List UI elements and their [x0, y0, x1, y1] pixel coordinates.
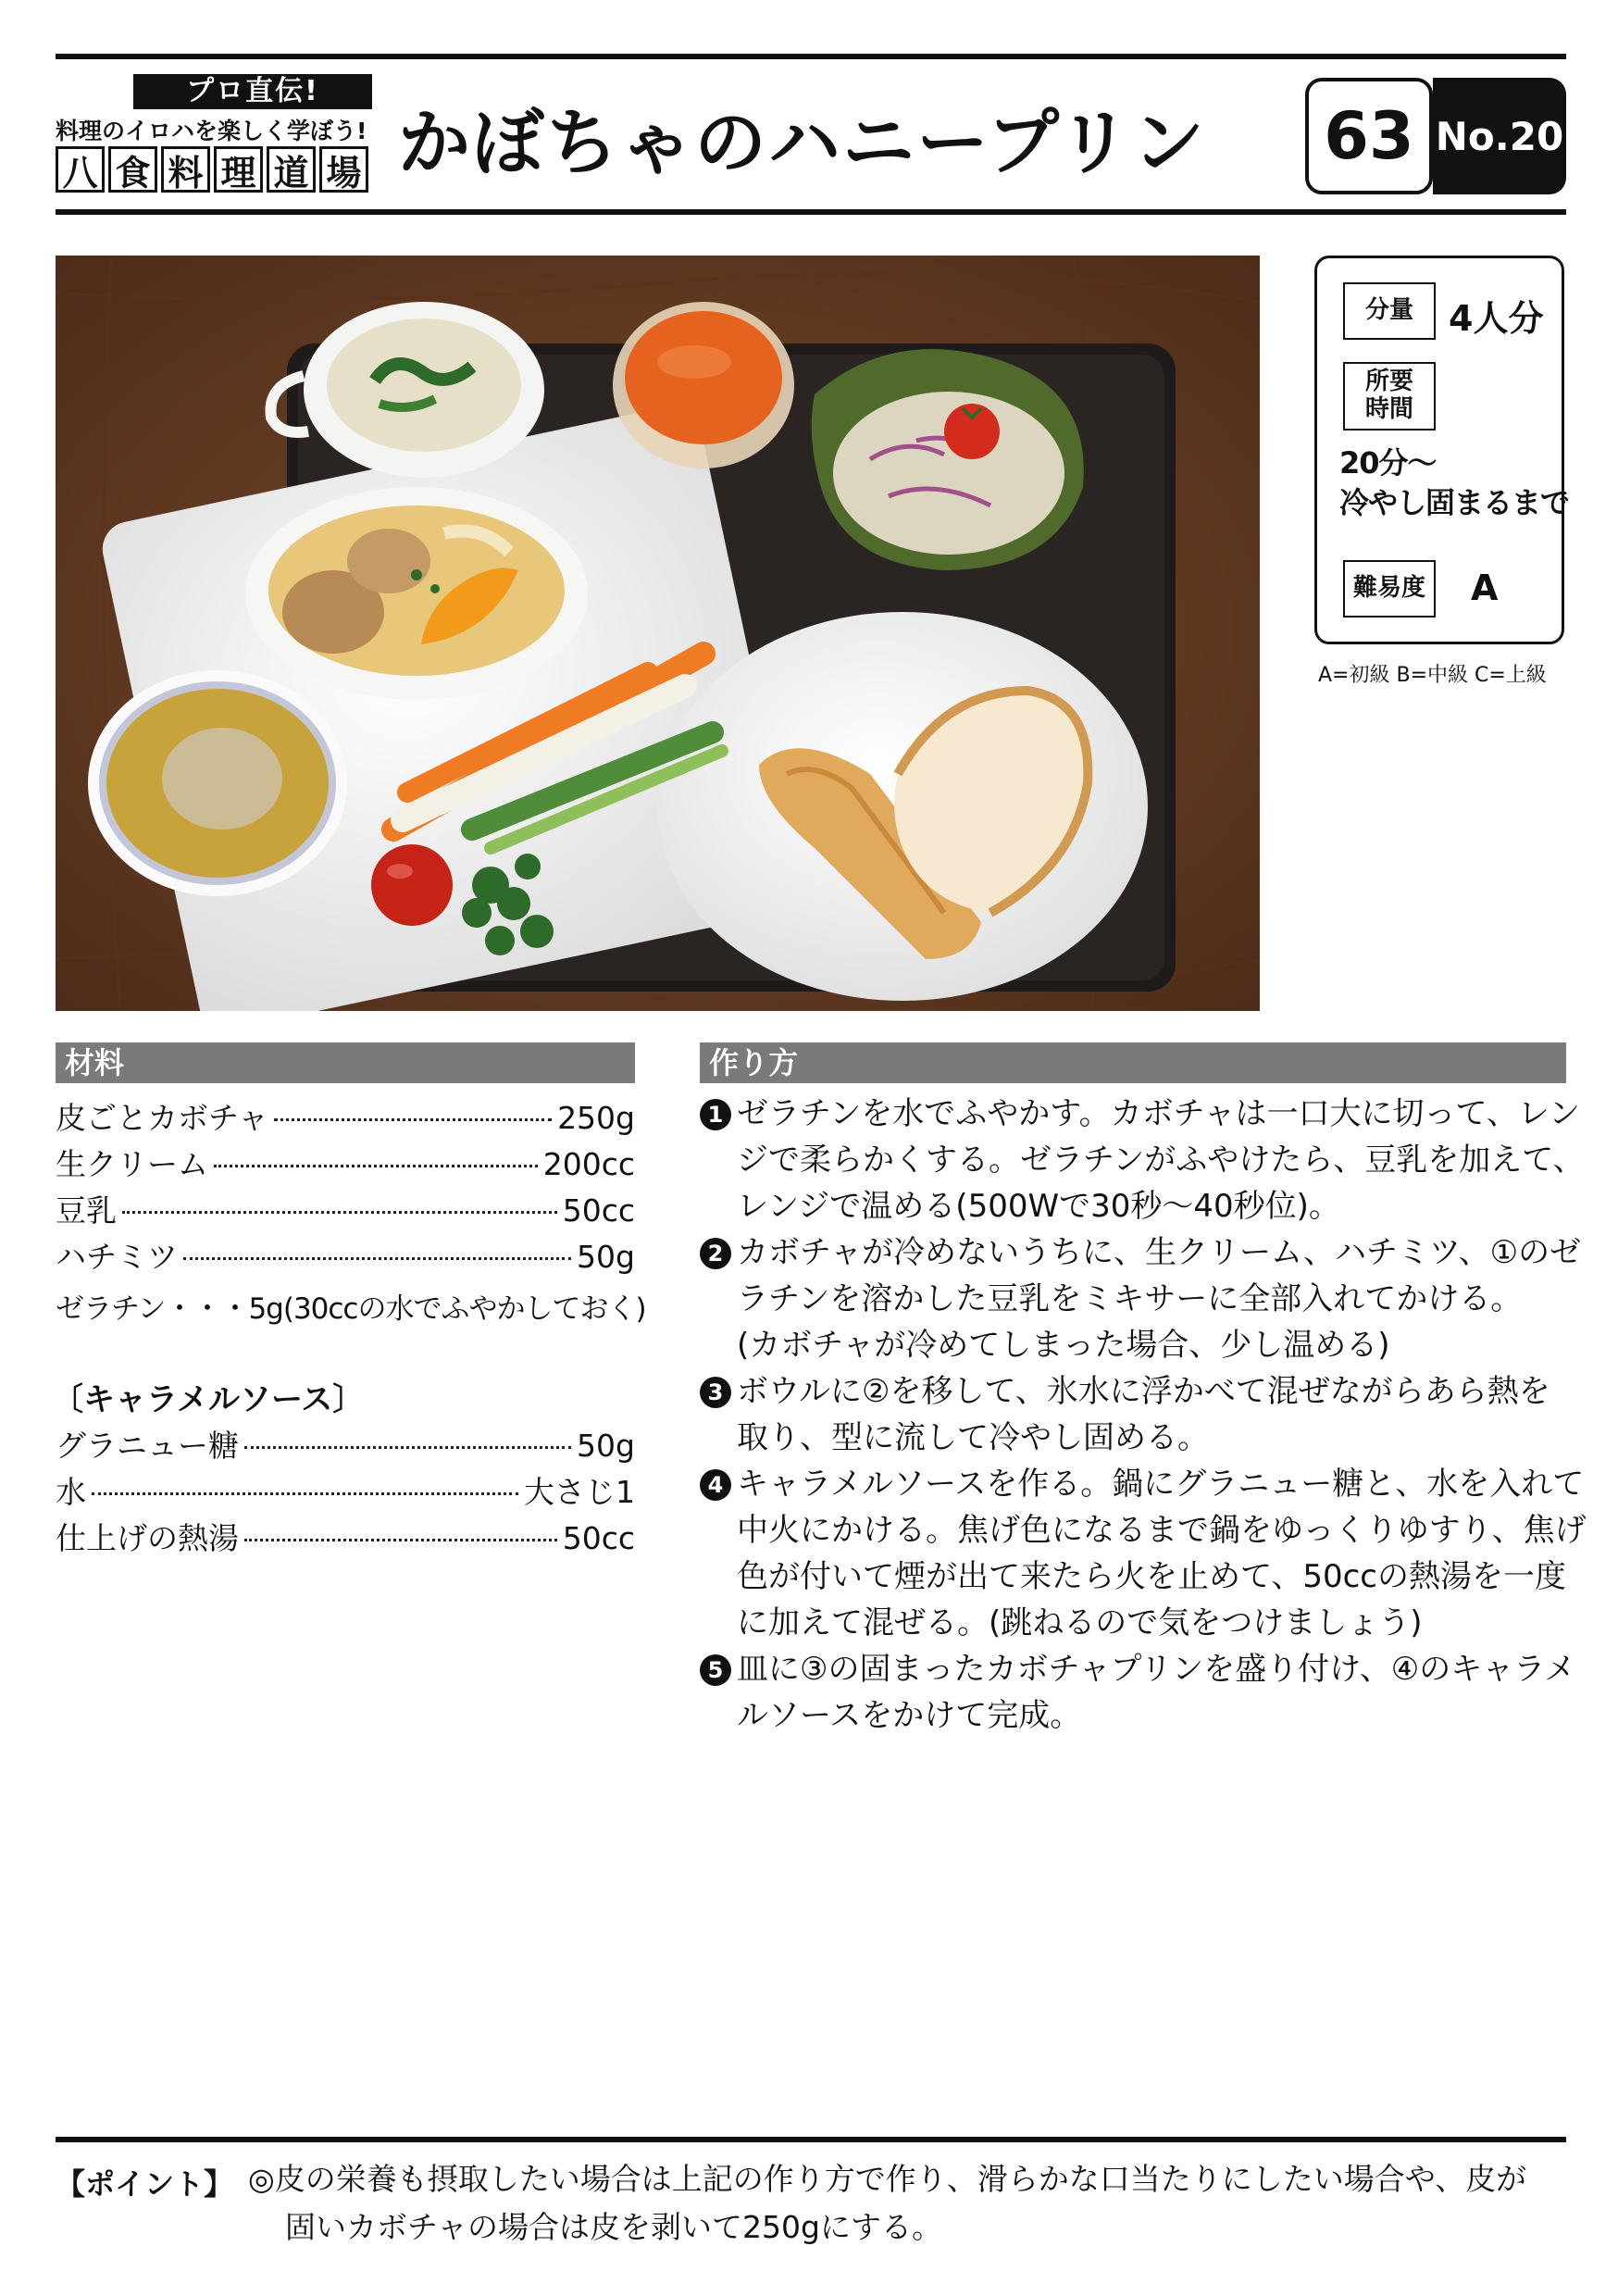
serving-label: 分量: [1343, 282, 1436, 340]
method-step: [700, 1461, 1587, 1646]
page-title: かぼちゃのハニープリン: [398, 102, 1206, 185]
logo-char: 料: [161, 146, 210, 193]
ingredient-qty: 200cc: [542, 1146, 635, 1182]
method-step: [700, 1646, 1576, 1739]
logo: [56, 74, 372, 194]
ingredient-name: 水: [56, 1474, 86, 1510]
ingredient-name: 生クリーム: [56, 1146, 208, 1182]
gelatin-line: ゼラチン・・・5g(30ccの水でふやかしておく): [56, 1292, 646, 1326]
leader-dots: [244, 1446, 571, 1449]
sauce-ingredient-row: [56, 1422, 635, 1468]
ingredient-name: グラニュー糖: [56, 1428, 239, 1464]
step-number: 5: [700, 1654, 731, 1686]
step-text: 皿に③の固まったカボチャプリンを盛り付け、④のキャラメ: [737, 1651, 1576, 1688]
step-text: (カボチャが冷めてしまった場合、少し温める): [737, 1327, 1390, 1364]
logo-char: 八: [56, 146, 105, 193]
caramel-sauce-heading: 〔キャラメルソース〕: [52, 1381, 365, 1418]
step-text: キャラメルソースを作る。鍋にグラニュー糖と、水を入れて: [737, 1466, 1585, 1503]
header-bottom-rule: [56, 209, 1566, 215]
step-text: 取り、型に流して冷やし固める。: [737, 1419, 1209, 1456]
logo-name: [56, 146, 368, 193]
step-text: ゼラチンを水でふやかす。カボチャは一口大に切って、レン: [737, 1095, 1581, 1132]
ingredient-qty: 大さじ1: [524, 1474, 635, 1510]
step-number: 1: [700, 1099, 731, 1130]
ingredient-row: [56, 1233, 635, 1279]
step-text: ラチンを溶かした豆乳をミキサーに全部入れてかける。: [737, 1280, 1523, 1317]
logo-top-text: プロ直伝!: [133, 74, 372, 109]
leader-dots: [244, 1539, 557, 1541]
header-top-rule: [56, 54, 1566, 59]
leader-dots: [183, 1257, 571, 1260]
point-text: [248, 2155, 1526, 2252]
step-text: ジで柔らかくする。ゼラチンがふやけたら、豆乳を加えて、: [737, 1142, 1585, 1179]
ingredient-qty: 50g: [577, 1239, 635, 1275]
time-label-line-2: 時間: [1364, 395, 1413, 423]
leader-dots: [92, 1492, 518, 1495]
point-text-line: ◎皮の栄養も摂取したい場合は上記の作り方で作り、滑らかな口当たりにしたい場合や、皮が: [248, 2161, 1527, 2197]
ingredients-heading: 材料: [56, 1042, 635, 1083]
step-text: 色が付いて煙が出て来たら火を止めて、50ccの熱湯を一度: [737, 1558, 1566, 1595]
method-step: [700, 1091, 1585, 1229]
logo-subtitle: 料理のイロハを楽しく学ぼう!: [56, 118, 367, 144]
point-text-line: 固いカボチャの場合は皮を剥いて250gにする。: [285, 2209, 942, 2245]
logo-char: 道: [267, 146, 316, 193]
ingredient-name: ハチミツ: [56, 1239, 178, 1275]
difficulty-label: 難易度: [1343, 560, 1436, 618]
ingredient-name: 皮ごとカボチャ: [56, 1100, 269, 1136]
ingredient-qty: 250g: [557, 1100, 635, 1136]
method-heading: 作り方: [700, 1042, 1566, 1083]
ingredient-row: [56, 1094, 635, 1141]
difficulty-value: A: [1471, 568, 1499, 608]
logo-char: 理: [214, 146, 263, 193]
step-text: 中火にかける。焦げ色になるまで鍋をゆっくりゆすり、焦げ: [737, 1512, 1587, 1549]
ingredient-qty: 50cc: [562, 1520, 635, 1556]
step-text: レンジで温める(500Wで30秒〜40秒位)。: [737, 1188, 1340, 1225]
recipe-info-box: [1314, 256, 1570, 644]
step-number: 4: [700, 1469, 731, 1501]
step-text: ボウルに②を移して、氷水に浮かべて混ぜながらあら熱を: [737, 1373, 1550, 1410]
logo-char: 食: [108, 146, 157, 193]
time-label-line-1: 所要: [1364, 368, 1413, 396]
ingredient-row: [56, 1141, 635, 1187]
time-value-line-2: 冷やし固まるまで: [1339, 485, 1570, 521]
step-number: 2: [700, 1238, 731, 1269]
serving-value: 4人分: [1449, 298, 1544, 339]
step-text: カボチャが冷めないうちに、生クリーム、ハチミツ、①のゼ: [737, 1234, 1582, 1271]
time-value: [1339, 443, 1569, 523]
sauce-ingredient-row: [56, 1468, 635, 1515]
step-number: 3: [700, 1377, 731, 1408]
logo-char: 場: [319, 146, 368, 193]
leader-dots: [274, 1118, 552, 1121]
point-label: 【ポイント】: [56, 2166, 234, 2202]
leader-dots: [122, 1211, 557, 1214]
sauce-ingredient-row: [56, 1515, 635, 1561]
difficulty-legend: A=初級 B=中級 C=上級: [1318, 664, 1547, 687]
dish-photo: [56, 256, 1260, 1011]
recipe-number: No.20: [1433, 78, 1566, 194]
step-text: ルソースをかけて完成。: [737, 1697, 1082, 1734]
leader-dots: [214, 1165, 538, 1167]
method-step: [700, 1229, 1582, 1368]
page-number: 63: [1305, 78, 1433, 194]
method-step: [700, 1368, 1570, 1461]
ingredient-qty: 50g: [577, 1428, 635, 1464]
point-rule: [56, 2137, 1566, 2142]
ingredient-row: [56, 1187, 635, 1233]
ingredient-name: 仕上げの熱湯: [56, 1520, 239, 1556]
ingredient-name: 豆乳: [56, 1192, 117, 1229]
time-label: [1343, 362, 1436, 430]
step-text: に加えて混ぜる。(跳ねるので気をつけましょう): [737, 1604, 1423, 1641]
time-value-line-1: 20分〜: [1339, 445, 1437, 480]
ingredient-qty: 50cc: [562, 1192, 635, 1229]
